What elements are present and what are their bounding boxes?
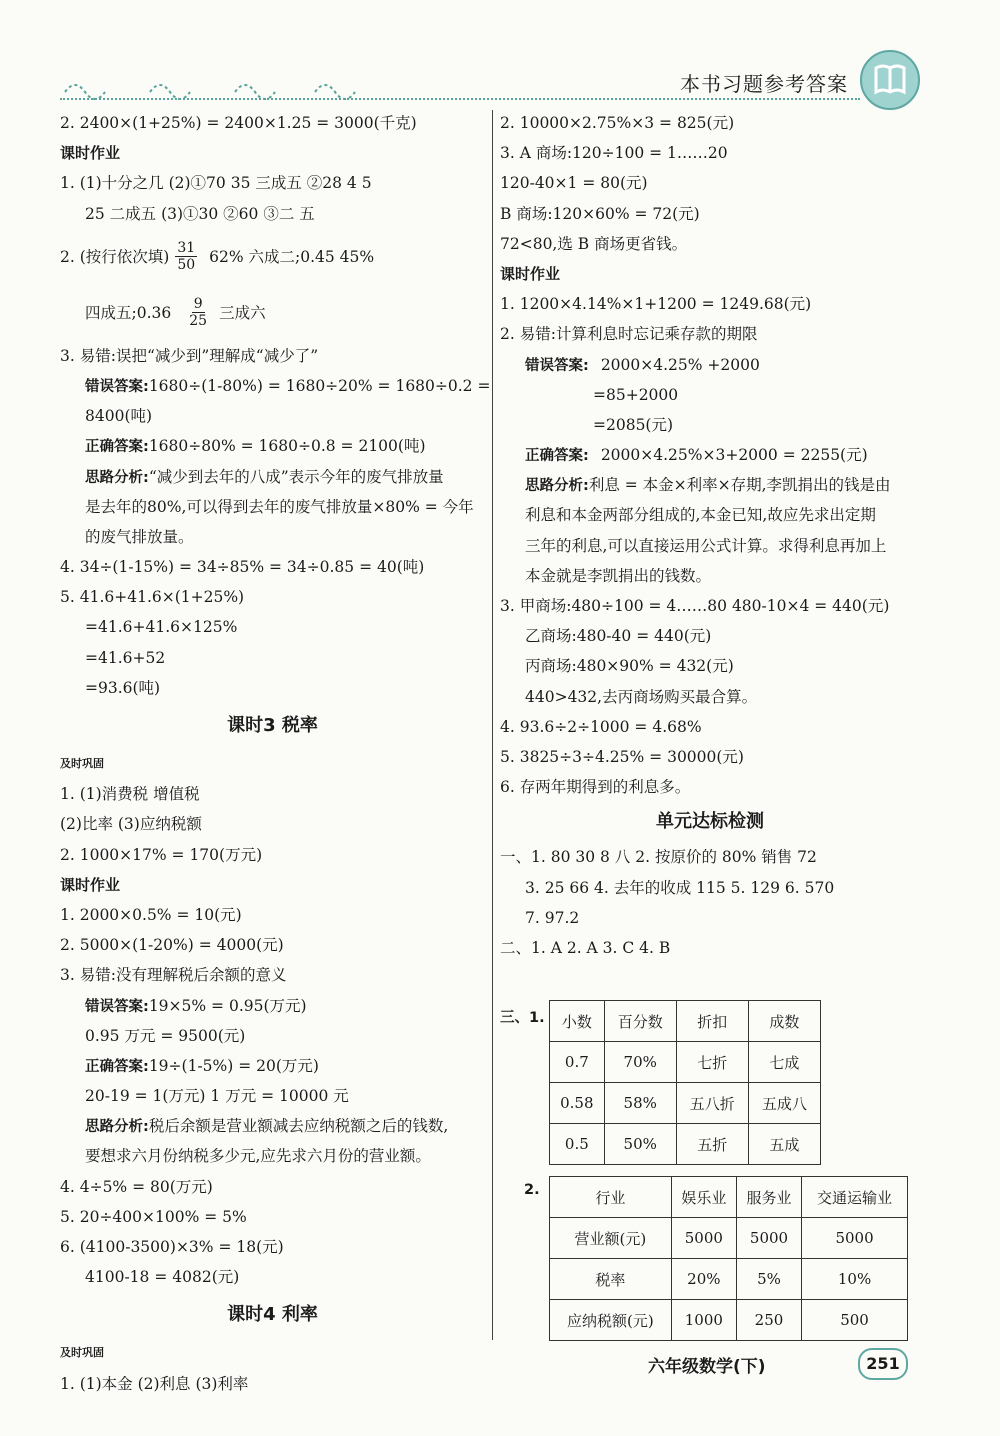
table-header-cell: 行业 — [550, 1177, 672, 1218]
answer-line: 2. 2400×(1+25%) = 2400×1.25 = 3000(千克) — [60, 114, 417, 132]
table-cell: 0.5 — [550, 1124, 605, 1165]
numerator: 9 — [193, 296, 203, 313]
answer-key: 思路分析: — [525, 478, 589, 495]
section-heading: 课时作业 — [60, 875, 121, 894]
answer-text: “减少到去年的八成”表示今年的废气排放量 — [148, 467, 444, 486]
answer-line: 440>432,去丙商场购买最合算。 — [525, 687, 758, 706]
answer-line: 6. (4100-3500)×3% = 18(元) — [60, 1238, 284, 1256]
answer-key: 思路分析: — [85, 469, 149, 486]
answer-line: =41.6+41.6×125% — [85, 618, 238, 637]
answer-line: 1. (1)消费税 增值税 — [60, 785, 200, 804]
answer-line: B 商场:120×60% = 72(元) — [500, 204, 700, 223]
right-column — [500, 108, 920, 963]
answer-key: 思路分析: — [85, 1119, 149, 1136]
answer-line — [60, 462, 485, 492]
answer-line: =85+2000 — [593, 385, 679, 404]
answer-line: =41.6+52 — [85, 648, 166, 667]
answer-line: 2. 易错:计算利息时忘记乘存款的期限 — [500, 325, 758, 344]
answer-line: 利息和本金两部分组成的,本金已知,故应先求出定期 — [525, 506, 876, 525]
table-row — [550, 1042, 821, 1083]
answer-line: 丙商场:480×90% = 432(元) — [525, 657, 734, 676]
answer-line — [60, 431, 485, 461]
answer-line: 120-40×1 = 80(元) — [500, 174, 648, 193]
answer-line: (2)比率 (3)应纳税额 — [60, 815, 202, 834]
answer-line: 1. 2000×0.5% = 10(元) — [60, 905, 242, 924]
answer-line: 2. 1000×17% = 170(万元) — [60, 845, 263, 864]
table-cell: 10% — [802, 1259, 908, 1300]
table-cell: 5000 — [671, 1218, 736, 1259]
answer-line: =2085(元) — [593, 415, 674, 434]
answer-line — [60, 1051, 485, 1081]
answer-line: 5. 41.6+41.6×(1+25%) — [60, 588, 245, 607]
table-cell: 50% — [604, 1124, 676, 1165]
table-cell: 营业额(元) — [550, 1218, 672, 1259]
answer-line: 要想求六月份纳税多少元,应先求六月份的营业额。 — [85, 1147, 431, 1166]
answer-line: 3. 甲商场:480÷100 = 4……80 480-10×4 = 440(元) — [500, 597, 890, 615]
fraction — [189, 296, 207, 329]
answer-line: 3. 易错:误把“减少到”理解成“减少了” — [60, 346, 319, 365]
table-cell: 20% — [671, 1259, 736, 1300]
answer-line — [60, 991, 485, 1021]
answer-line: 是去年的80%,可以得到去年的废气排放量×80% = 今年 — [85, 497, 474, 516]
answer-key: 错误答案: — [85, 378, 149, 395]
answer-key: 错误答案: — [85, 998, 149, 1015]
column-divider — [492, 110, 493, 1340]
table-cell: 0.7 — [550, 1042, 605, 1083]
answer-text: 2000×4.25% +2000 — [600, 355, 760, 374]
table-row — [550, 1124, 821, 1165]
footer-label: 六年级数学(下) — [648, 1357, 766, 1377]
answer-line: 4. 4÷5% = 80(万元) — [60, 1177, 213, 1196]
table-cell: 5000 — [736, 1218, 801, 1259]
table-header-row — [550, 1001, 821, 1042]
answer-line: 5. 20÷400×100% = 5% — [60, 1207, 247, 1226]
answer-line: 1. 1200×4.14%×1+1200 = 1249.68(元) — [500, 295, 812, 314]
table-header-cell: 成数 — [748, 1001, 820, 1042]
header-rule — [60, 98, 860, 100]
table-body — [550, 1177, 908, 1341]
answer-text: 19×5% = 0.95(万元) — [148, 996, 307, 1015]
answer-line: 7. 97.2 — [525, 908, 580, 927]
answer-line: 4. 34÷(1-15%) = 34÷85% = 34÷0.85 = 40(吨) — [60, 558, 425, 577]
table-cell: 70% — [604, 1042, 676, 1083]
table-cell: 250 — [736, 1300, 801, 1341]
answer-text: 2000×4.25%×3+2000 = 2255(元) — [600, 446, 868, 465]
subsection-heading: 及时巩固 — [60, 757, 104, 770]
answer-line — [500, 440, 920, 470]
answer-line: 8400(吨) — [85, 407, 153, 426]
answer-line: 乙商场:480-40 = 440(元) — [525, 627, 712, 646]
page-header — [0, 0, 1000, 110]
answer-line — [60, 1111, 485, 1141]
answer-text: 1680÷(1-80%) = 1680÷20% = 1680÷0.2 = — [148, 376, 491, 395]
denominator: 50 — [177, 257, 196, 274]
answer-text: 1680÷80% = 1680÷0.8 = 2100(吨) — [148, 437, 426, 456]
table-body — [550, 1001, 821, 1165]
answer-line — [60, 371, 491, 401]
table-header-row — [550, 1177, 908, 1218]
table-cell: 五八折 — [676, 1083, 748, 1124]
answer-line: 0.95 万元 = 9500(元) — [85, 1026, 246, 1045]
page-number: 251 — [858, 1348, 908, 1380]
table-cell: 5% — [736, 1259, 801, 1300]
header-title: 本书习题参考答案 — [680, 72, 848, 96]
table-cell: 五成 — [748, 1124, 820, 1165]
answer-line: 3. 易错:没有理解税后余额的意义 — [60, 966, 287, 985]
table-row — [550, 1300, 908, 1341]
table-cell: 五成八 — [748, 1083, 820, 1124]
answer-text: 2. (按行依次填) — [60, 247, 170, 266]
table-header-cell: 服务业 — [736, 1177, 801, 1218]
answer-text: 税后余额是营业额减去应纳税额之后的钱数, — [148, 1117, 449, 1136]
answer-key: 正确答案: — [85, 439, 149, 456]
table-cell: 税率 — [550, 1259, 672, 1300]
table-header-cell: 交通运输业 — [802, 1177, 908, 1218]
table-header-cell: 小数 — [550, 1001, 605, 1042]
lesson-title: 课时4 利率 — [227, 1304, 318, 1326]
answer-line: 的废气排放量。 — [85, 527, 194, 546]
table-row — [550, 1218, 908, 1259]
answer-line: 1. (1)十分之几 (2)①70 35 三成五 ②28 4 5 — [60, 174, 372, 193]
table-cell: 0.58 — [550, 1083, 605, 1124]
answer-line: 5. 3825÷3÷4.25% = 30000(元) — [500, 747, 744, 766]
table-label: 2. — [524, 1182, 540, 1198]
table-label: 三、1. — [500, 1010, 545, 1026]
answer-line: 2. 5000×(1-20%) = 4000(元) — [60, 936, 284, 955]
answer-text: 三成六 — [219, 303, 266, 322]
unit-test-title: 单元达标检测 — [656, 811, 764, 833]
answer-line: =93.6(吨) — [85, 678, 161, 697]
table-cell: 五折 — [676, 1124, 748, 1165]
book-icon — [860, 50, 920, 110]
table-cell: 500 — [802, 1300, 908, 1341]
table-header-cell: 折扣 — [676, 1001, 748, 1042]
answer-line: 2. 10000×2.75%×3 = 825(元) — [500, 114, 735, 132]
table-cell: 1000 — [671, 1300, 736, 1341]
table-cell: 应纳税额(元) — [550, 1300, 672, 1341]
subsection-heading: 及时巩固 — [60, 1346, 104, 1360]
denominator: 25 — [189, 313, 208, 330]
answer-key: 正确答案: — [85, 1058, 149, 1075]
answer-line: 三年的利息,可以直接运用公式计算。求得利息再加上 — [525, 536, 887, 555]
answer-text: 19÷(1-5%) = 20(万元) — [148, 1056, 319, 1075]
answer-line: 20-19 = 1(万元) 1 万元 = 10000 元 — [85, 1087, 349, 1106]
table-cell: 七成 — [748, 1042, 820, 1083]
table-cell: 5000 — [802, 1218, 908, 1259]
answer-line: 72<80,选 B 商场更省钱。 — [500, 234, 688, 253]
answer-line — [60, 229, 485, 285]
answer-line: 4. 93.6÷2÷1000 = 4.68% — [500, 717, 702, 736]
answer-line: 6. 存两年期得到的利息多。 — [500, 778, 691, 797]
percentage-table — [549, 1000, 821, 1165]
answer-line — [500, 350, 920, 380]
answer-line: 本金就是李凯捐出的钱数。 — [525, 566, 712, 585]
answer-text: 利息 = 本金×利率×存期,李凯捐出的钱是由 — [588, 476, 891, 495]
answer-line: 4100-18 = 4082(元) — [85, 1268, 240, 1287]
answer-text: 62% 六成二;0.45 45% — [209, 247, 375, 266]
table-row — [550, 1083, 821, 1124]
answer-line — [500, 470, 920, 500]
numerator: 31 — [177, 240, 196, 257]
section-heading: 课时作业 — [500, 264, 561, 283]
answer-line: 25 二成五 (3)①30 ②60 ③二 五 — [85, 204, 315, 223]
tax-table — [549, 1176, 908, 1341]
answer-line — [60, 285, 485, 341]
answer-text: 四成五;0.36 — [85, 303, 172, 322]
table-cell: 58% — [604, 1083, 676, 1124]
table-row — [550, 1259, 908, 1300]
answer-key: 错误答案: — [525, 357, 589, 374]
answer-line: 3. A 商场:120÷100 = 1……20 — [500, 144, 728, 163]
answer-line: 一、1. 80 30 8 八 2. 按原价的 80% 销售 72 — [500, 848, 817, 867]
answer-line: 3. 25 66 4. 去年的收成 115 5. 129 6. 570 — [525, 878, 835, 897]
answer-line: 二、1. A 2. A 3. C 4. B — [500, 938, 671, 957]
answer-key: 正确答案: — [525, 448, 589, 465]
answer-line: 1. (1)本金 (2)利息 (3)利率 — [60, 1374, 249, 1393]
lesson-title: 课时3 税率 — [227, 715, 318, 736]
left-column — [60, 108, 491, 1399]
section-heading: 课时作业 — [60, 144, 121, 163]
fraction — [175, 240, 197, 273]
table-header-cell: 娱乐业 — [671, 1177, 736, 1218]
table-header-cell: 百分数 — [604, 1001, 676, 1042]
table-cell: 七折 — [676, 1042, 748, 1083]
